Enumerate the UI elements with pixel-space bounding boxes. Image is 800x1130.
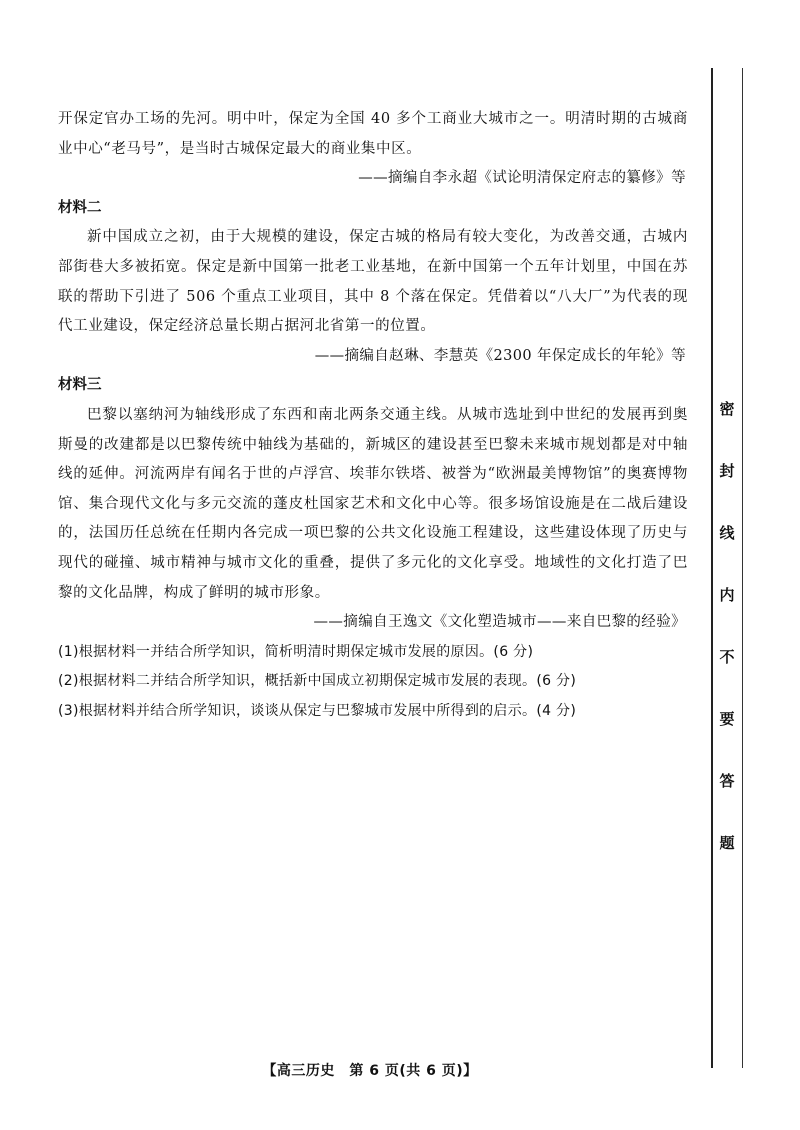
question-1: (1)根据材料一并结合所学知识，简析明清时期保定城市发展的原因。(6 分)	[58, 643, 534, 660]
seal-char: 密	[719, 400, 735, 418]
material3-heading: 材料三	[58, 377, 102, 394]
exam-page-content	[58, 105, 688, 726]
material2-heading: 材料二	[58, 199, 102, 216]
material2-paragraph: 新中国成立之初，由于大规模的建设，保定古城的格局有较大变化，为改善交通，古城内部街巷大多被拓宽。保定是新中国第一批老工业基地，在新中国第一个五年计划里，中国在苏联的帮助下引进了 506 个重点工业项目，其中 8 个落在保定。凭借着以“八大厂”为代表的现代工业建设，保定经济总量长期占据河北省第一的位置。	[58, 229, 688, 335]
seal-char: 题	[719, 834, 735, 852]
intro-source: ——摘编自李永超《试论明清保定府志的纂修》等	[358, 170, 686, 187]
material2-source: ——摘编自赵琳、李慧英《2300 年保定成长的年轮》等	[314, 347, 686, 364]
question-2: (2)根据材料二并结合所学知识，概括新中国成立初期保定城市发展的表现。(6 分)	[58, 673, 577, 690]
question-3: (3)根据材料并结合所学知识，谈谈从保定与巴黎城市发展中所得到的启示。(4 分)	[58, 702, 577, 719]
seal-char: 封	[719, 462, 735, 480]
material3-paragraph: 巴黎以塞纳河为轴线形成了东西和南北两条交通主线。从城市选址到中世纪的发展再到奥斯曼的改建都是以巴黎传统中轴线为基础的，新城区的建设甚至巴黎未来城市规划都是对中轴线的延伸。河流两岸有闻名于世的卢浮宫、埃菲尔铁塔、被誉为“欧洲最美博物馆”的奥赛博物馆、集合现代文化与多元交流的蓬皮杜国家艺术和文化中心等。很多场馆设施是在二战后建设的，法国历任总统在任期内各完成一项巴黎的公共文化设施工程建设，这些建设体现了历史与现代的碰撞、城市精神与城市文化的重叠，提供了多元化的文化享受。地域性的文化打造了巴黎的文化品牌，构成了鲜明的城市形象。	[58, 406, 688, 601]
seal-char: 内	[719, 586, 735, 604]
page-edge-line	[742, 68, 743, 1068]
page-footer: 【高三历史 第 6 页(共 6 页)】	[262, 1063, 478, 1079]
seal-char: 要	[719, 710, 735, 728]
seal-line-notice	[713, 400, 741, 852]
seal-char: 不	[719, 648, 735, 666]
seal-char: 线	[719, 524, 735, 542]
intro-paragraph: 开保定官办工场的先河。明中叶，保定为全国 40 多个工商业大城市之一。明清时期的古城商业中心“老马号”，是当时古城保定最大的商业集中区。	[58, 111, 688, 157]
seal-char: 答	[719, 772, 735, 790]
material3-source: ——摘编自王逸文《文化塑造城市——来自巴黎的经验》	[313, 614, 686, 631]
